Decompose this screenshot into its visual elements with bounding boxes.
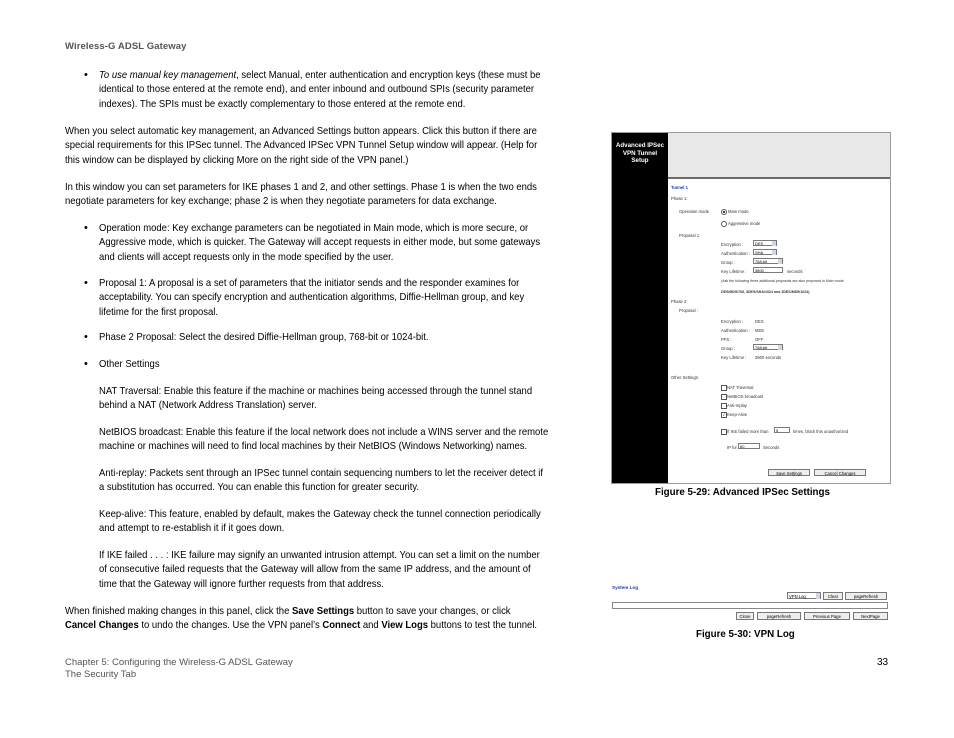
p2-group-label: Group : bbox=[721, 346, 735, 351]
bullet-manual-key: To use manual key management, select Manual, enter authentication and encryption keys (these must be identical to those entered at the remote end), and enter inbound and outbound SPIs (security parameter indexes). The SPIs must be exactly complementary to those entered at the remote end. bbox=[99, 70, 541, 110]
footer-section: The Security Tab bbox=[65, 669, 137, 680]
page-refresh-button[interactable]: pageRefresh bbox=[757, 612, 801, 620]
bullet-phase-2: Phase 2 Proposal: Select the desired Diffie-Hellman group, 768-bit or 1024-bit. bbox=[99, 332, 429, 343]
bullet-dot: • bbox=[84, 69, 88, 81]
nat-label: NAT Traversal bbox=[727, 385, 754, 390]
log-area bbox=[612, 602, 888, 609]
paragraph-anti-replay: Anti-replay: Packets sent through an IPSec tunnel contain sequencing numbers to let the receiver detect if a substitution has occurred. You can enable this function for greater security. bbox=[99, 468, 543, 494]
previous-page-button[interactable]: Previous Page bbox=[804, 612, 850, 620]
ip-for-suffix: Seconds bbox=[763, 445, 780, 450]
bullet-dot: • bbox=[84, 358, 88, 370]
auth-select[interactable]: SHA bbox=[753, 249, 777, 255]
close-button[interactable]: Close bbox=[736, 612, 754, 620]
clear-button[interactable]: Clear bbox=[823, 592, 843, 600]
other-settings-label: Other Settings: bbox=[671, 375, 699, 380]
bullet-proposal-1: Proposal 1: A proposal is a set of parameters that the initiator sends and the responder examines for acceptability. You can specify encryption and authentication algorithms, Diffie-Hellman group, and key lifetime for the first proposal. bbox=[99, 278, 525, 318]
auth-label: Authentication : bbox=[721, 251, 750, 256]
footer-chapter: Chapter 5: Configuring the Wireless-G ADSL Gateway bbox=[65, 657, 293, 668]
lifetime-input[interactable]: 3600 bbox=[753, 267, 783, 273]
ike-failed-label: If IKE failed more than bbox=[727, 429, 769, 434]
pfs-value: OFF bbox=[755, 337, 764, 342]
cancel-changes-button[interactable]: Cancel Changes bbox=[814, 469, 866, 476]
ike-failed-suffix: times, block this unauthorized bbox=[793, 429, 849, 434]
encryption-select[interactable]: DES bbox=[753, 240, 777, 246]
figure-5-29-caption: Figure 5-29: Advanced IPSec Settings bbox=[655, 486, 830, 498]
bullet-dot: • bbox=[84, 222, 88, 234]
proposal-note-1: (Ask the following three additional proposals are also proposed in Main mode. bbox=[721, 279, 845, 283]
paragraph-advanced-settings: When you select automatic key management, an Advanced Settings button appears. Click this button if there are special requirements for this IPSec tunnel. The Advanced IPSec VPN Tunnel Setup window will appear. (Help for this window can be displayed by clicking More on the right side of the VPN panel.) bbox=[65, 126, 538, 166]
phase1-label: Phase 1: bbox=[671, 196, 688, 201]
running-header: Wireless-G ADSL Gateway bbox=[65, 41, 187, 52]
paragraph-nat-traversal: NAT Traversal: Enable this feature if the machine or machines being accessed through the tunnel stand behind a NAT (Network Address Translation) server. bbox=[99, 386, 533, 412]
sidebar-title: Advanced IPSec VPN Tunnel Setup bbox=[615, 142, 665, 164]
proposal-label: Proposal : bbox=[679, 308, 698, 313]
page-number: 33 bbox=[877, 657, 889, 668]
next-page-button[interactable]: NextPage bbox=[853, 612, 888, 620]
footer bbox=[65, 657, 293, 681]
figure-5-30-caption: Figure 5-30: VPN Log bbox=[696, 628, 795, 640]
vpn-log-screenshot bbox=[611, 584, 889, 622]
paragraph-ike-phases: In this window you can set parameters for IKE phases 1 and 2, and other settings. Phase 1 is when the two ends negotiate parameters for key exchange; phase 2 is when they negotiate parameters for data exchange. bbox=[65, 182, 537, 208]
aggressive-mode-radio[interactable] bbox=[721, 221, 727, 227]
paragraph-netbios: NetBIOS broadcast: Enable this feature if the local network does not include a WINS server and the remote machine or machines will need to find local machines by their NetBIOS (Windows Networking) names. bbox=[99, 427, 549, 453]
phase2-label: Phase 2: bbox=[671, 299, 688, 304]
ip-for-label: IP for bbox=[727, 445, 737, 450]
main-mode-radio[interactable] bbox=[721, 209, 727, 215]
advanced-ipsec-screenshot bbox=[611, 132, 891, 484]
p2-lifetime-value: 3600 seconds bbox=[755, 355, 782, 360]
p2-auth-label: Authentication : bbox=[721, 328, 750, 333]
bullet-dot: • bbox=[84, 331, 88, 343]
bullet-operation-mode: Operation mode: Key exchange parameters can be negotiated in Main mode, which is more secure, or Aggressive mode, which is quicker. The Gateway will accept requests in either mode, but some gateways and clients will accept requests only in the mode specified by the user. bbox=[99, 223, 541, 263]
tunnel-label: Tunnel 1 bbox=[671, 185, 688, 190]
ip-for-input[interactable]: 60 bbox=[738, 443, 760, 449]
paragraph-ike-failed: If IKE failed . . . : IKE failure may signify an unwanted intrusion attempt. You can set a limit on the number of consecutive failed requests that the Gateway will allow from the same IP address, and the amount of time that the Gateway will ignore further requests from that address. bbox=[99, 550, 540, 590]
antireplay-label: Anti-replay bbox=[727, 403, 748, 408]
pfs-label: PFS : bbox=[721, 337, 732, 342]
seconds-label: seconds bbox=[787, 269, 803, 274]
p2-encryption-value: DES bbox=[755, 319, 764, 324]
p2-group-select[interactable]: 768-bit bbox=[753, 344, 783, 350]
save-settings-button[interactable]: Save Settings bbox=[768, 469, 810, 476]
proposal-note-2: DES/MD5/768, 3DES/SHA/1024 and 3DES/MD5/1024) bbox=[721, 290, 810, 294]
keepalive-label: Keep-Alive bbox=[727, 412, 748, 417]
page-refresh-top-button[interactable]: pageRefresh bbox=[845, 592, 887, 600]
bullet-dot: • bbox=[84, 277, 88, 289]
p2-auth-value: MD5 bbox=[755, 328, 764, 333]
group-label: Group : bbox=[721, 260, 735, 265]
log-type-select[interactable]: VPN Log bbox=[787, 592, 821, 599]
bullet-other-settings: Other Settings bbox=[99, 359, 160, 370]
operation-mode-label: Operation mode bbox=[679, 209, 710, 214]
p2-lifetime-label: Key Lifetime : bbox=[721, 355, 747, 360]
keepalive-checkbox[interactable]: ✓ bbox=[722, 412, 726, 417]
paragraph-finish: When finished making changes in this panel, click the Save Settings button to save your changes, or click Cancel Changes to undo the changes. Use the VPN panel’s Connect and View Logs buttons to test the tunnel. bbox=[65, 606, 538, 632]
aggressive-mode-label: Aggressive mode bbox=[728, 221, 761, 226]
lifetime-label: Key Lifetime : bbox=[721, 269, 747, 274]
netbios-label: NetBIOS broadcast bbox=[727, 394, 764, 399]
encryption-label: Encryption : bbox=[721, 242, 744, 247]
main-mode-label: Main mode bbox=[728, 209, 749, 214]
ike-failed-input[interactable]: 5 bbox=[774, 427, 790, 433]
system-log-title: System Log bbox=[612, 585, 639, 590]
paragraph-keep-alive: Keep-alive: This feature, enabled by default, makes the Gateway check the tunnel connection periodically and attempt to re-establish it if it goes down. bbox=[99, 509, 541, 535]
sidebar bbox=[612, 133, 668, 483]
group-select[interactable]: 768-bit bbox=[753, 258, 783, 264]
proposal1-label: Proposal 1: bbox=[679, 233, 701, 238]
p2-encryption-label: Encryption : bbox=[721, 319, 744, 324]
top-bar bbox=[668, 133, 890, 179]
